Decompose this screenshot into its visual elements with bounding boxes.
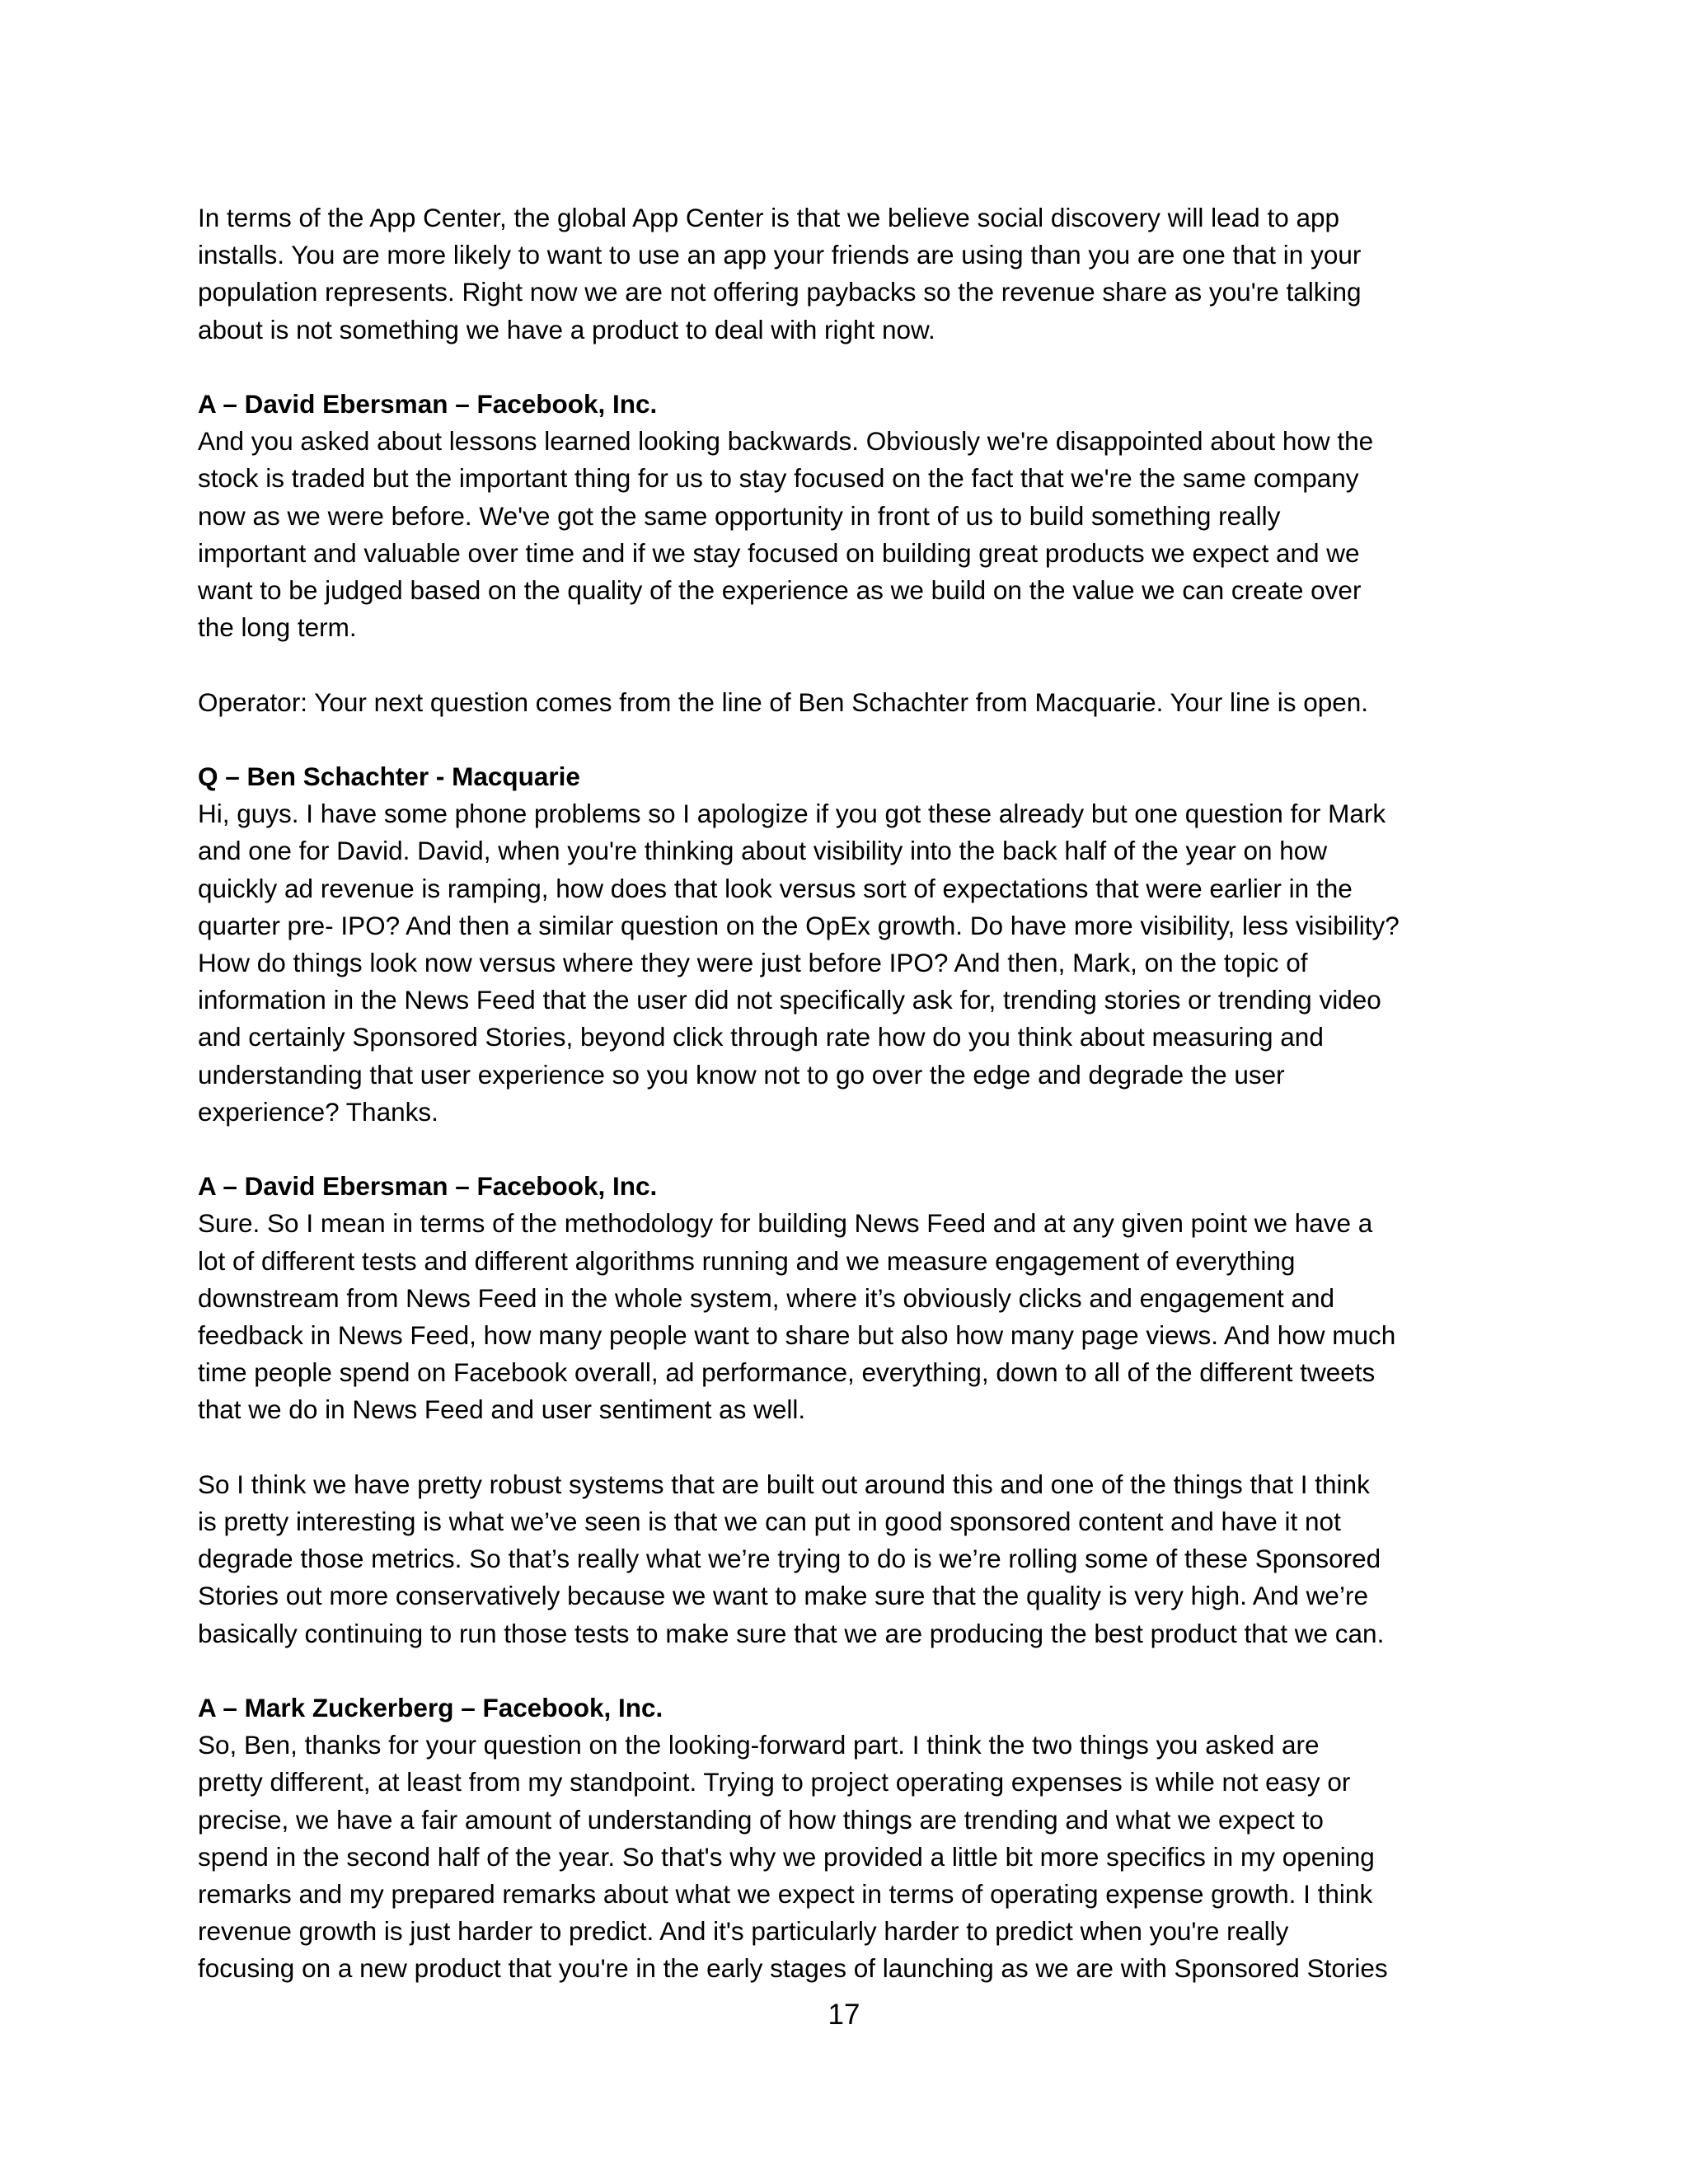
text-line: installs. You are more likely to want to use an app your friends are using than you are one that in your	[198, 240, 1362, 270]
transcript-paragraph	[198, 1205, 1517, 1428]
speaker-heading: A – Mark Zuckerberg – Facebook, Inc.	[198, 1693, 663, 1723]
transcript-page	[198, 199, 1517, 1988]
paragraph-gap	[198, 721, 1517, 758]
text-line: spend in the second half of the year. So that's why we provided a little bit more specifics in my opening	[198, 1841, 1375, 1872]
page-number: 17	[828, 1999, 860, 2031]
text-line: degrade those metrics. So that’s really what we’re trying to do is we’re rolling some of these Sponsored	[198, 1544, 1381, 1574]
text-line: and certainly Sponsored Stories, beyond click through rate how do you think about measuring and	[198, 1022, 1324, 1052]
text-line: revenue growth is just harder to predict. And it's particularly harder to predict when you're really	[198, 1916, 1289, 1947]
speaker-heading: Q – Ben Schachter - Macquarie	[198, 762, 580, 791]
paragraph-gap	[198, 349, 1517, 386]
text-line: that we do in News Feed and user sentiment as well.	[198, 1394, 806, 1425]
text-line: In terms of the App Center, the global App Center is that we believe social discovery will lead to app	[198, 203, 1340, 232]
text-line: and one for David. David, when you're thinking about visibility into the back half of the year on how	[198, 836, 1328, 866]
text-line: precise, we have a fair amount of understanding of how things are trending and what we expect to	[198, 1804, 1324, 1835]
transcript-paragraph	[198, 795, 1517, 1131]
text-line: And you asked about lessons learned looking backwards. Obviously we're disappointed about how the	[198, 426, 1374, 457]
transcript-paragraph	[198, 423, 1517, 646]
text-line: want to be judged based on the quality of the experience as we build on the value we can create over	[198, 575, 1362, 606]
paragraph-gap	[198, 646, 1517, 683]
text-line: experience? Thanks.	[198, 1096, 438, 1127]
transcript-paragraph	[198, 684, 1517, 721]
text-line: information in the News Feed that the user did not specifically ask for, trending stories or trending video	[198, 985, 1381, 1015]
text-line: remarks and my prepared remarks about what we expect in terms of operating expense growth. I think	[198, 1879, 1373, 1910]
text-line: Hi, guys. I have some phone problems so I apologize if you got these already but one question for Mark	[198, 799, 1386, 829]
text-line: So I think we have pretty robust systems that are built out around this and one of the things that I think	[198, 1469, 1370, 1499]
paragraph-gap	[198, 1131, 1517, 1168]
text-line: important and valuable over time and if we stay focused on building great products we expect and we	[198, 537, 1360, 568]
text-line: pretty different, at least from my standpoint. Trying to project operating expenses is while not easy or	[198, 1767, 1351, 1797]
text-line: understanding that user experience so you know not to go over the edge and degrade the user	[198, 1059, 1285, 1090]
text-line: So, Ben, thanks for your question on the looking-forward part. I think the two things you asked are	[198, 1730, 1320, 1760]
text-line: How do things look now versus where they were just before IPO? And then, Mark, on the topic of	[198, 948, 1308, 978]
text-line: Sure. So I mean in terms of the methodology for building News Feed and at any given point we have a	[198, 1208, 1373, 1239]
speaker-heading: A – David Ebersman – Facebook, Inc.	[198, 389, 658, 419]
text-line: basically continuing to run those tests to make sure that we are producing the best product that we can.	[198, 1618, 1385, 1648]
text-line: the long term.	[198, 612, 357, 643]
text-line: time people spend on Facebook overall, ad performance, everything, down to all of the different tweets	[198, 1357, 1376, 1388]
text-line: population represents. Right now we are not offering paybacks so the revenue share as you're talking	[198, 277, 1362, 307]
text-line: about is not something we have a product to deal with right now.	[198, 314, 935, 344]
text-line: downstream from News Feed in the whole system, where it’s obviously clicks and engagement and	[198, 1282, 1335, 1313]
paragraph-gap	[198, 1652, 1517, 1690]
text-line: now as we were before. We've got the same opportunity in front of us to build something really	[198, 500, 1281, 531]
text-line: stock is traded but the important thing for us to stay focused on the fact that we're the same company	[198, 463, 1359, 494]
text-line: feedback in News Feed, how many people want to share but also how many page views. And how much	[198, 1320, 1396, 1351]
transcript-paragraph	[198, 1727, 1517, 1987]
text-line: quickly ad revenue is ramping, how does that look versus sort of expectations that were earlier in the	[198, 873, 1353, 903]
speaker-heading: A – David Ebersman – Facebook, Inc.	[198, 1171, 658, 1202]
text-line: quarter pre- IPO? And then a similar question on the OpEx growth. Do have more visibility, less visibility?	[198, 910, 1400, 940]
transcript-paragraph	[198, 1466, 1517, 1652]
text-line: lot of different tests and different algorithms running and we measure engagement of everything	[198, 1245, 1296, 1276]
paragraph-gap	[198, 1429, 1517, 1466]
text-line: Operator: Your next question comes from the line of Ben Schachter from Macquarie. Your line is open.	[198, 687, 1369, 717]
transcript-paragraph	[198, 199, 1517, 349]
text-line: focusing on a new product that you're in the early stages of launching as we are with Sponsored Stories	[198, 1953, 1388, 1984]
text-line: is pretty interesting is what we’ve seen is that we can put in good sponsored content and have it not	[198, 1507, 1341, 1537]
text-line: Stories out more conservatively because we want to make sure that the quality is very high. And we’re	[198, 1581, 1368, 1611]
